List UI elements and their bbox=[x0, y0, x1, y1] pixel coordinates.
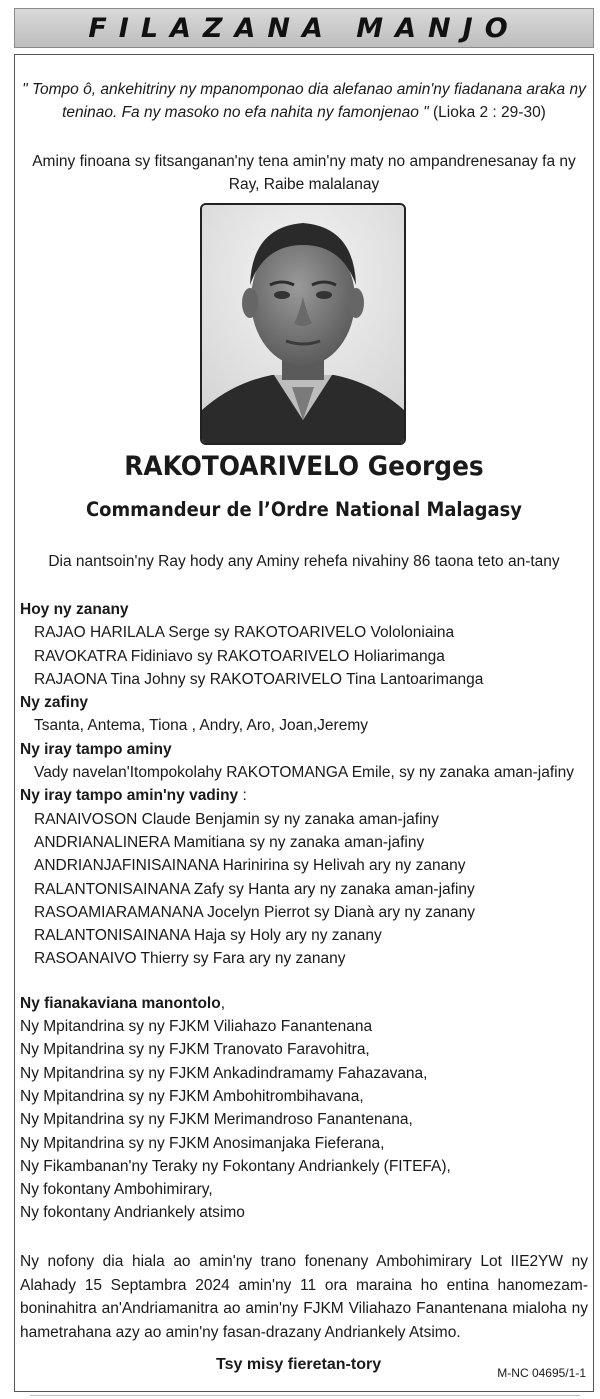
bible-verse bbox=[18, 78, 590, 124]
list-item: Ny fokontany Andriankely atsimo bbox=[20, 1204, 245, 1222]
friends-heading: Ny fianakaviana manontolo bbox=[20, 994, 221, 1012]
list-item: Ny Mpitandrina sy ny FJKM Ambohitrombihavana, bbox=[20, 1087, 364, 1105]
notice-banner bbox=[14, 8, 594, 48]
friends-heading-line bbox=[20, 992, 595, 1015]
list-item: RANAIVOSON Claude Benjamin sy ny zanaka aman-jafiny bbox=[34, 810, 439, 828]
reference-code: M-NC 04695/1-1 bbox=[497, 1366, 586, 1380]
list-item: RAVOKATRA Fidiniavo sy RAKOTOARIVELO Holiarimanga bbox=[34, 647, 445, 665]
funeral-details: Ny nofony dia hiala ao amin'ny trano fonenany Ambohimirary Lot IIE2YW ny Alahady 15 Septambra 2024 amin'ny 11 ora maraina ho entina hanomezam-boninahitra an'Andriamanitra ao amin'ny FJKM Viliahazo Fanantenana mialoha ny hametrahana azy ao amin'ny fasan-drazany Andriankely Atsimo. bbox=[20, 1253, 588, 1341]
list-item: ANDRIANALINERA Mamitiana sy ny zanaka aman-jafiny bbox=[34, 833, 425, 851]
verse-reference: (Lioka 2 : 29-30) bbox=[428, 104, 546, 121]
list-item: RASOANAIVO Thierry sy Fara ary ny zanany bbox=[34, 950, 346, 968]
list-item: RAJAONA Tina Johny sy RAKOTOARIVELO Tina Lantoarimanga bbox=[34, 670, 484, 688]
heading-suffix: , bbox=[220, 994, 226, 1012]
deceased-name: RAKOTOARIVELO Georges bbox=[124, 451, 484, 482]
list-item: Ny Mpitandrina sy ny FJKM Viliahazo Fanantenana bbox=[20, 1018, 373, 1036]
list-item: Ny Mpitandrina sy ny FJKM Merimandroso Fanantenana, bbox=[20, 1111, 413, 1129]
list-item: Ny Mpitandrina sy ny FJKM Tranovato Faravohitra, bbox=[20, 1041, 370, 1059]
list-item: RASOAMIARAMANANA Jocelyn Pierrot sy Dianà ary ny zanany bbox=[34, 903, 476, 921]
list-item: ANDRIANJAFINISAINANA Harinirina sy Helivah ary ny zanany bbox=[34, 857, 466, 875]
list-item: Ny Mpitandrina sy ny FJKM Ankadindramamy Fahazavana, bbox=[20, 1064, 428, 1082]
bottom-divider bbox=[30, 1395, 580, 1396]
siblings-heading: Ny iray tampo aminy bbox=[20, 740, 172, 758]
list-item: Ny Mpitandrina sy ny FJKM Anosimanjaka Fieferana, bbox=[20, 1134, 385, 1152]
portrait-photo bbox=[200, 203, 406, 445]
list-item: Vady navelan'Itompokolahy RAKOTOMANGA Emile, sy ny zanaka aman-jafiny bbox=[34, 764, 574, 782]
spouse-siblings-heading: Ny iray tampo amin'ny vadiny bbox=[20, 787, 239, 805]
deceased-distinction: Commandeur de l’Ordre National Malagasy bbox=[85, 498, 523, 521]
banner-title: FILAZANA MANJO bbox=[88, 12, 520, 44]
intro-text: Aminy finoana sy fitsanganan'ny tena amin'ny maty no ampandrenesanay fa ny Ray, Raibe malalanay bbox=[32, 153, 576, 193]
spacer bbox=[20, 971, 595, 992]
family-list bbox=[20, 598, 595, 1225]
list-item: RALANTONISAINANA Zafy sy Hanta ary ny zanaka aman-jafiny bbox=[34, 880, 475, 898]
heading-suffix: : bbox=[238, 787, 247, 805]
list-item: Tsanta, Antema, Tiona , Andry, Aro, Joan,Jeremy bbox=[34, 717, 368, 735]
list-item: RALANTONISAINANA Haja sy Holy ary ny zanany bbox=[34, 927, 382, 945]
grandchildren-heading: Ny zafiny bbox=[20, 694, 89, 712]
children-heading: Hoy ny zanany bbox=[20, 601, 129, 618]
spouse-siblings-heading-line bbox=[20, 784, 595, 807]
death-notice: Dia nantsoin'ny Ray hody any Aminy rehefa nivahiny 86 taona teto an-tany bbox=[48, 553, 560, 570]
list-item: RAJAO HARILALA Serge sy RAKOTOARIVELO Vololoniaina bbox=[34, 624, 455, 642]
list-item: Ny Fikambanan'ny Teraky ny Fokontany Andriankely (FITEFA), bbox=[20, 1157, 451, 1175]
list-item: Ny fokontany Ambohimirary, bbox=[20, 1181, 213, 1199]
portrait-illustration bbox=[202, 205, 404, 443]
verse-text: " Tompo ô, ankehitriny ny mpanomponao dia alefanao amin'ny fiadanana araka ny teninao. Fa ny masoko no efa nahita ny famonjenao " bbox=[22, 81, 586, 121]
footer-note: Tsy misy fieretan-tory bbox=[216, 1356, 382, 1373]
